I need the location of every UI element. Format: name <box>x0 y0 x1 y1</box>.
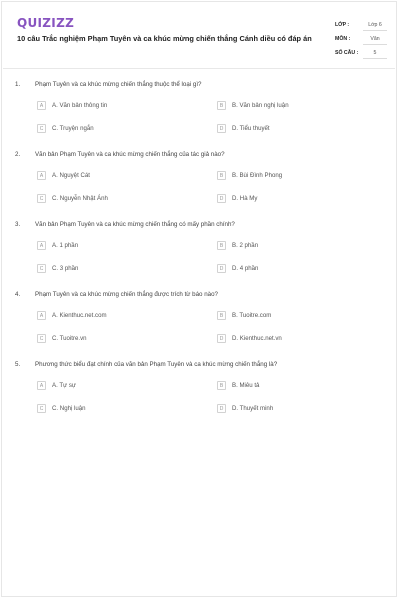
meta-label: LỚP : <box>335 22 350 28</box>
meta-row-subject <box>335 32 387 46</box>
question-number: 1. <box>15 81 21 88</box>
option-label: A. Văn bản thông tin <box>52 102 108 109</box>
meta-row-class <box>335 18 387 32</box>
option-letter-box: A <box>37 101 46 110</box>
meta-value: Văn <box>363 34 387 45</box>
answer-option-d[interactable] <box>217 334 282 343</box>
meta-value: Lớp 6 <box>363 20 387 31</box>
option-letter-box: C <box>37 404 46 413</box>
header-divider <box>3 68 395 69</box>
option-letter-box: D <box>217 264 226 273</box>
answer-option-b[interactable] <box>217 381 259 390</box>
question-2 <box>15 150 385 202</box>
option-letter-box: D <box>217 404 226 413</box>
question-1 <box>15 80 385 132</box>
worksheet-header <box>17 16 387 56</box>
question-row <box>15 80 385 89</box>
option-label: C. Tuoitre.vn <box>52 335 87 342</box>
option-letter-box: D <box>217 124 226 133</box>
meta-label: SỐ CÂU : <box>335 50 359 56</box>
answer-option-d[interactable] <box>217 264 258 273</box>
answer-option-c[interactable] <box>37 124 94 133</box>
option-letter-box: C <box>37 264 46 273</box>
option-label: B. Miêu tả <box>232 382 260 389</box>
answer-option-b[interactable] <box>217 241 258 250</box>
answer-option-a[interactable] <box>37 381 76 390</box>
answer-option-c[interactable] <box>37 264 78 273</box>
worksheet-page <box>1 1 397 597</box>
option-label: D. Thuyết minh <box>232 405 274 412</box>
quizizz-logo: QUIZIZZ <box>17 16 75 30</box>
option-label: A. Tự sự <box>52 382 76 389</box>
option-label: D. Kienthuc.net.vn <box>232 335 282 342</box>
option-letter-box: B <box>217 101 226 110</box>
option-label: C. Nghị luận <box>52 405 86 412</box>
option-label: C. 3 phần <box>52 265 79 272</box>
answer-option-a[interactable] <box>37 311 107 320</box>
question-3 <box>15 220 385 272</box>
answer-option-d[interactable] <box>217 404 273 413</box>
question-5 <box>15 360 385 412</box>
option-letter-box: A <box>37 241 46 250</box>
option-letter-box: A <box>37 381 46 390</box>
question-number: 3. <box>15 221 21 228</box>
option-label: B. Văn bản nghị luận <box>232 102 289 109</box>
question-row <box>15 290 385 299</box>
option-label: B. 2 phần <box>232 242 259 249</box>
question-text: Văn bản Phạm Tuyên và ca khúc mừng chiến thắng của tác giả nào? <box>35 151 225 158</box>
option-label: A. Nguyệt Cát <box>52 172 90 179</box>
option-letter-box: B <box>217 241 226 250</box>
option-label: B. Bùi Đình Phong <box>232 172 283 179</box>
option-letter-box: B <box>217 171 226 180</box>
question-text: Phạm Tuyên và ca khúc mừng chiến thắng được trích từ báo nào? <box>35 291 218 298</box>
option-letter-box: A <box>37 171 46 180</box>
answer-option-a[interactable] <box>37 171 90 180</box>
option-label: D. Hà My <box>232 195 258 202</box>
question-row <box>15 360 385 369</box>
answer-option-b[interactable] <box>217 311 271 320</box>
option-letter-box: B <box>217 381 226 390</box>
answer-option-c[interactable] <box>37 194 108 203</box>
option-letter-box: C <box>37 194 46 203</box>
meta-value: 5 <box>363 48 387 59</box>
question-number: 2. <box>15 151 21 158</box>
option-label: D. Tiểu thuyết <box>232 125 270 132</box>
answer-option-c[interactable] <box>37 404 86 413</box>
meta-label: MÔN : <box>335 36 351 42</box>
answer-option-c[interactable] <box>37 334 87 343</box>
option-label: A. Kienthuc.net.com <box>52 312 107 319</box>
answer-option-d[interactable] <box>217 124 270 133</box>
question-number: 4. <box>15 291 21 298</box>
option-letter-box: B <box>217 311 226 320</box>
question-text: Phạm Tuyên và ca khúc mừng chiến thắng thuộc thể loại gì? <box>35 81 202 88</box>
option-label: B. Tuoitre.com <box>232 312 272 319</box>
meta-row-question-count <box>335 46 387 60</box>
question-row <box>15 220 385 229</box>
option-letter-box: C <box>37 334 46 343</box>
option-label: C. Nguyễn Nhật Ánh <box>52 195 108 202</box>
option-letter-box: D <box>217 334 226 343</box>
option-letter-box: D <box>217 194 226 203</box>
worksheet-title: 10 câu Trắc nghiệm Phạm Tuyên và ca khúc mừng chiến thắng Cánh diều có đáp án <box>17 34 312 43</box>
question-text: Văn bản Phạm Tuyên và ca khúc mừng chiến thắng có mấy phần chính? <box>35 221 235 228</box>
question-text: Phương thức biểu đạt chính của văn bản Phạm Tuyên và ca khúc mừng chiến thắng là? <box>35 361 278 368</box>
answer-option-b[interactable] <box>217 171 282 180</box>
option-label: C. Truyện ngắn <box>52 125 94 132</box>
question-number: 5. <box>15 361 21 368</box>
meta-panel <box>335 18 387 60</box>
question-4 <box>15 290 385 342</box>
answer-option-d[interactable] <box>217 194 257 203</box>
option-label: D. 4 phần <box>232 265 259 272</box>
answer-option-b[interactable] <box>217 101 289 110</box>
option-letter-box: C <box>37 124 46 133</box>
option-letter-box: A <box>37 311 46 320</box>
answer-option-a[interactable] <box>37 101 107 110</box>
answer-option-a[interactable] <box>37 241 78 250</box>
option-label: A. 1 phần <box>52 242 79 249</box>
question-row <box>15 150 385 159</box>
